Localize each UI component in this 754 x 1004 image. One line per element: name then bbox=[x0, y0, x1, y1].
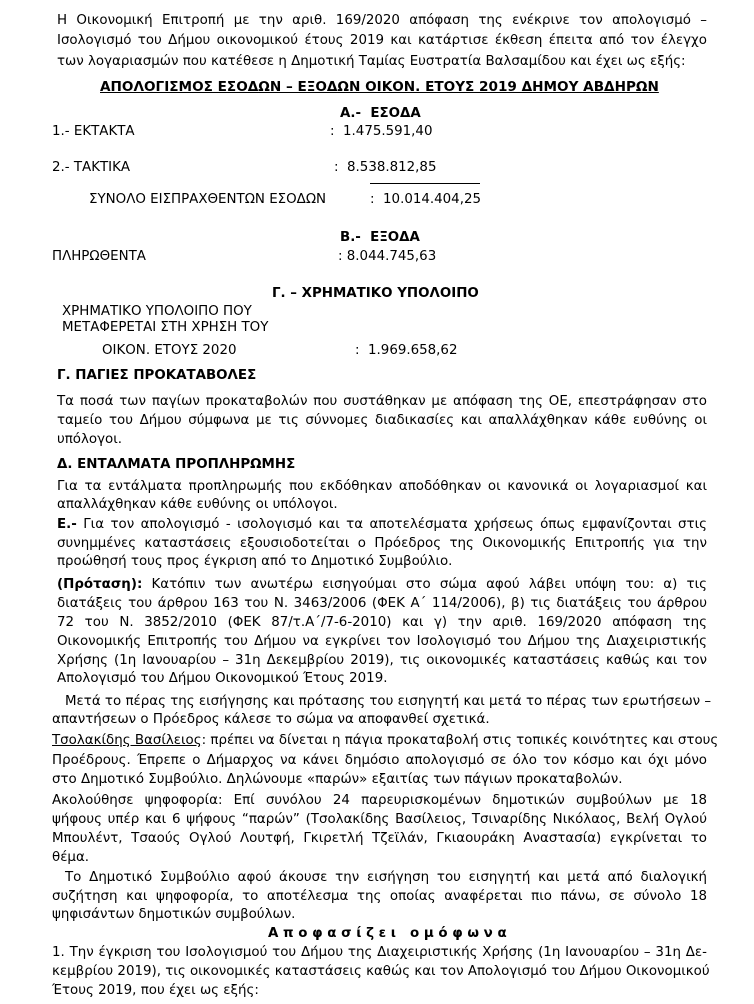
vote-line-3: Μπουλέντ, Τσαούς Ογλού Λουτφή, Γκιρετλή Τζεϊλάν, Γκιαουράκη Αναστασία) εγκρίνεται το bbox=[52, 831, 707, 846]
intro-line-1: Η Οικονομική Επιτροπή με την αριθ. 169/2020 απόφαση της ενέκρινε τον απολογισμό – bbox=[57, 13, 707, 28]
speaker-line-1 bbox=[52, 732, 719, 750]
after-proposal-line-2: απαντήσεων ο Πρόεδρος κάλεσε το σώμα να αποφανθεί σχετικά. bbox=[52, 712, 490, 727]
speaker-text-1: πρέπει να δίνεται η πάγια προκαταβολή στις τοπικές κοινότητες και στους bbox=[206, 733, 719, 748]
decision-line-2: κεμβρίου 2019), τις οικονομικές καταστάσεις καθώς και τον Απολογισμό του Δήμου Οικονομικού bbox=[52, 964, 710, 979]
expenses-heading: Β.- ΕΞΟΔΑ bbox=[340, 230, 420, 245]
regular-value: : 8.538.812,85 bbox=[334, 160, 437, 175]
section-e-line-3: προώθησή τους προς έγκριση από το Δημοτικό Συμβούλιο. bbox=[57, 554, 453, 569]
extraordinary-value: : 1.475.591,40 bbox=[330, 124, 433, 139]
fixed-advances-line-1: Τα ποσά των παγίων προκαταβολών που συστάθηκαν με απόφαση της ΟΕ, επεστράφησαν στο bbox=[57, 394, 707, 409]
decision-heading: Α π ο φ α σ ί ζ ε ι ο μ ό φ ω ν α bbox=[268, 926, 507, 941]
fixed-advances-line-2: ταμείο του Δήμου σύμφωνα με τις σύννομες διαδικασίες και απαλλάχθηκαν κάθε ευθύνης οι bbox=[57, 413, 707, 428]
speaker-colon: : bbox=[201, 733, 207, 748]
proposal-line-4: Οικονομικής Επιτροπής του Δήμου να εγκρίνει τον Ισολογισμό του Δήμου της Διαχειριστικής bbox=[57, 634, 707, 649]
after-proposal-line-1: Μετά το πέρας της εισήγησης και πρότασης του εισηγητή και μετά το πέρας των ερωτήσεων – bbox=[65, 694, 712, 709]
proposal-line-6: Απολογισμό του Δήμου Οικονομικού Έτους 2019. bbox=[57, 671, 388, 686]
proposal-line-1 bbox=[57, 576, 707, 594]
balance-label-3: ΟΙΚΟΝ. ΕΤΟΥΣ 2020 bbox=[102, 343, 237, 358]
section-e-text-1: Για τον απολογισμό - ισολογισμό και τα αποτελέσματα χρήσεως όπως εμφανίζονται στις bbox=[76, 517, 707, 532]
paid-value: : 8.044.745,63 bbox=[338, 249, 437, 264]
sum-line bbox=[370, 183, 480, 184]
prepayments-heading: Δ. ΕΝΤΑΛΜΑΤΑ ΠΡΟΠΛΗΡΩΜΗΣ bbox=[57, 457, 296, 472]
income-heading: Α.- ΕΣΟΔΑ bbox=[340, 106, 421, 121]
balance-heading: Γ. – ΧΡΗΜΑΤΙΚΟ ΥΠΟΛΟΙΠΟ bbox=[272, 286, 479, 301]
decision-line-1: 1. Την έγκριση του Ισολογισμού του Δήμου της Διαχειριστικής Χρήσης (1η Ιανουαρίου – 31η Δε- bbox=[52, 945, 707, 960]
balance-label-1: ΧΡΗΜΑΤΙΚΟ ΥΠΟΛΟΙΠΟ ΠΟΥ bbox=[62, 304, 252, 319]
speaker-line-2: Προέδρους. Έπρεπε ο Δήμαρχος να κάνει δημόσιο απολογισμό σε όλο τον κόσμο και όχι μόνο bbox=[52, 753, 707, 768]
vote-line-4: θέμα. bbox=[52, 850, 90, 865]
decision-line-3: Έτους 2019, που έχει ως εξής: bbox=[52, 983, 259, 998]
extraordinary-label: 1.- ΕΚΤΑΚΤΑ bbox=[52, 124, 135, 139]
main-heading: ΑΠΟΛΟΓΙΣΜΟΣ ΕΣΟΔΩΝ – ΕΞΟΔΩΝ ΟΙΚΟΝ. ΕΤΟΥΣ 2019 ΔΗΜΟΥ ΑΒΔΗΡΩΝ bbox=[100, 79, 659, 95]
vote-line-1: Ακολούθησε ψηφοφορία: Επί συνόλου 24 παρευρισκομένων δημοτικών συμβούλων με 18 bbox=[52, 793, 707, 808]
fixed-advances-line-3: υπόλογοι. bbox=[57, 432, 123, 447]
vote-line-2: ψήφους υπέρ και 6 ψήφους “παρών” (Τσολακίδης Βασίλειος, Τσιναρίδης Νικόλαος, Βελή Ογλού bbox=[52, 812, 707, 827]
proposal-text-1: Κατόπιν των ανωτέρω εισηγούμαι στο σώμα αφού λάβει υπόψη του: α) τις bbox=[142, 577, 707, 592]
prepayments-line-2: απαλλάχθηκαν κάθε ευθύνης οι υπόλογοι. bbox=[57, 497, 338, 512]
proposal-prefix: (Πρόταση): bbox=[57, 577, 143, 592]
proposal-line-2: διατάξεις του άρθρου 163 του Ν. 3463/2006 (ΦΕΚ Α΄ 114/2006), β) τις διατάξεις του άρθρου bbox=[57, 596, 707, 611]
speaker-name: Τσολακίδης Βασίλειος bbox=[52, 733, 202, 748]
section-e-line-1 bbox=[57, 516, 707, 534]
council-line-3: ψηφισάντων δημοτικών συμβούλων. bbox=[52, 907, 296, 922]
total-income-value: : 10.014.404,25 bbox=[370, 192, 481, 207]
proposal-line-3: 72 του Ν. 3852/2010 (ΦΕΚ 87/τ.Α΄/7-6-2010) και γ) την αριθ. 169/2020 απόφαση της bbox=[57, 615, 707, 630]
speaker-line-3: στο Δημοτικό Συμβούλιο. Δηλώνουμε «παρών» εξαιτίας των πάγιων προκαταβολών. bbox=[52, 772, 623, 787]
paid-label: ΠΛΗΡΩΘΕΝΤΑ bbox=[52, 249, 146, 264]
council-line-1: Το Δημοτικό Συμβούλιο αφού άκουσε την εισήγηση του εισηγητή και μετά από διαλογική bbox=[65, 870, 707, 885]
council-line-2: συζήτηση και ψηφοφορία, το αποτέλεσμα της οποίας αναφέρεται πιο πάνω, σε σύνολο 18 bbox=[52, 889, 707, 904]
regular-label: 2.- ΤΑΚΤΙΚΑ bbox=[52, 160, 131, 175]
total-income-label: ΣΥΝΟΛΟ ΕΙΣΠΡΑΧΘΕΝΤΩΝ ΕΣΟΔΩΝ bbox=[89, 192, 327, 207]
balance-label-2: ΜΕΤΑΦΕΡΕΤΑΙ ΣΤΗ ΧΡΗΣΗ ΤΟΥ bbox=[62, 320, 269, 335]
balance-value: : 1.969.658,62 bbox=[355, 343, 458, 358]
intro-line-3: των λογαριασμών που κατέθεσε η Δημοτική Ταμίας Ευστρατία Βαλσαμίδου και έχει ως εξής: bbox=[57, 54, 686, 69]
section-e-line-2: συνημμένες καταστάσεις εξουσιοδοτείται ο Πρόεδρος της Οικονομικής Επιτροπής για την bbox=[57, 536, 707, 551]
intro-line-2: Ισολογισμό του Δήμου οικονομικού έτους 2019 και κατάρτισε έκθεση έπειτα από τον έλεγχο bbox=[57, 33, 707, 48]
prepayments-line-1: Για τα εντάλματα προπληρωμής που εκδόθηκαν αποδόθηκαν οι κανονικά οι λογαριασμοί και bbox=[57, 479, 707, 494]
proposal-line-5: Χρήσης (1η Ιανουαρίου – 31η Δεκεμβρίου 2019), τις οικονομικές καταστάσεις καθώς και τον bbox=[57, 653, 707, 668]
section-e-prefix: Ε.- bbox=[57, 517, 77, 532]
fixed-advances-heading: Γ. ΠΑΓΙΕΣ ΠΡΟΚΑΤΑΒΟΛΕΣ bbox=[57, 368, 257, 383]
